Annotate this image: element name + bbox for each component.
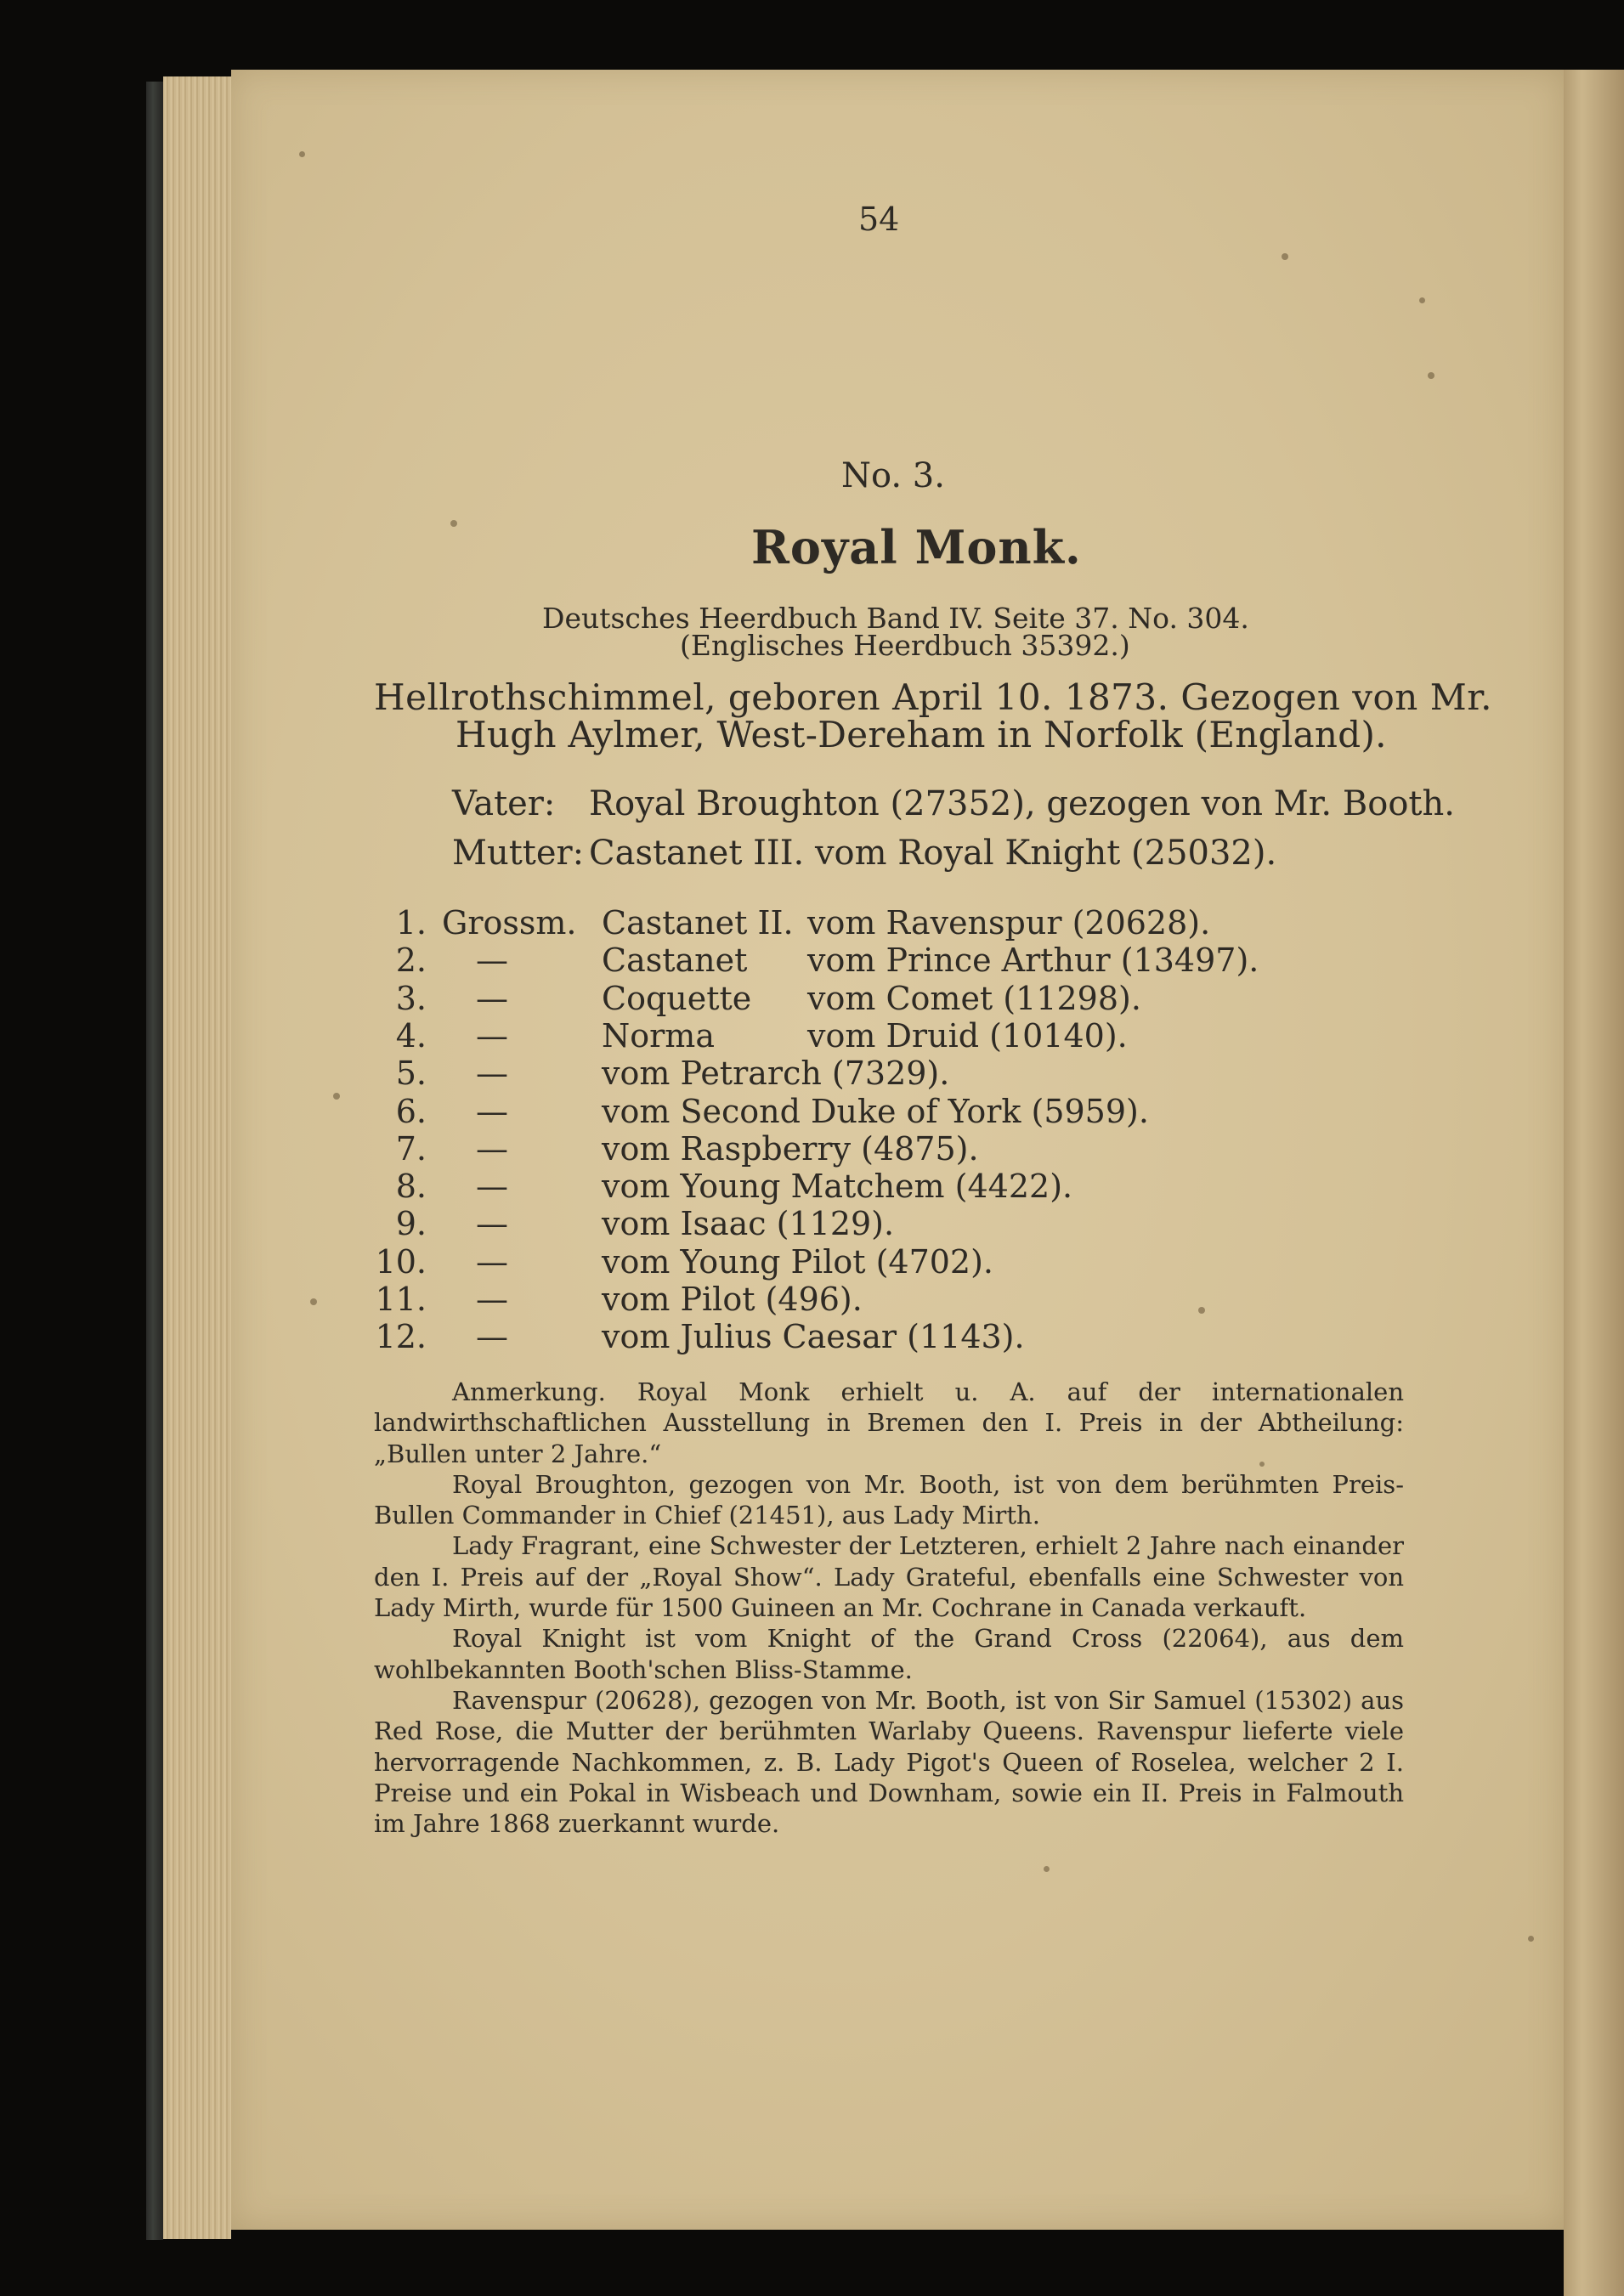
page-stack-edge — [163, 76, 231, 2239]
generation-number: 6. — [395, 1092, 427, 1130]
note-paragraph: Royal Broughton, gezogen von Mr. Booth, ist von dem berühmten Preis-Bullen Commander in Chief (21451), aus Lady Mirth. — [374, 1469, 1404, 1530]
herdbook-reference-line: Deutsches Heerdbuch Band IV. Seite 37. No. 304. — [542, 602, 1249, 635]
note-paragraph: Royal Knight ist vom Knight of the Grand Cross (22064), aus dem wohlbekannten Booth'schen Bliss-Stamme. — [374, 1624, 1404, 1684]
generation-number: 11. — [375, 1281, 427, 1318]
father-value: Royal Broughton (27352), gezogen von Mr. Booth. — [589, 784, 1455, 823]
generation-number: 7. — [395, 1129, 427, 1168]
paper-speck — [1419, 297, 1425, 303]
generation-number: 5. — [395, 1055, 427, 1093]
ancestor-sire: vom Raspberry (4875). — [602, 1129, 979, 1168]
generation-number: 8. — [395, 1168, 427, 1206]
ancestor-name: Castanet — [602, 942, 748, 980]
description-line: Hugh Aylmer, West-Dereham in Norfolk (England). — [456, 714, 1387, 755]
ancestor-name: Coquette — [602, 979, 752, 1017]
ancestor-sire: vom Young Pilot (4702). — [602, 1242, 994, 1281]
paper-speck — [299, 151, 305, 157]
father-label: Vater: — [452, 784, 556, 823]
ancestor-sire: vom Petrarch (7329). — [602, 1055, 950, 1093]
generation-label: Grossm. — [442, 904, 577, 942]
generation-label: — — [476, 1318, 508, 1356]
paper-speck — [310, 1298, 317, 1305]
generation-number: 10. — [375, 1242, 427, 1281]
mother-value: Castanet III. vom Royal Knight (25032). — [589, 834, 1277, 873]
note-paragraph: Ravenspur (20628), gezogen von Mr. Booth, ist von Sir Samuel (15302) aus Red Rose, die Mutter der berühmten Warlaby Queens. Ravenspur lieferte viele hervorragende Nachkommen, z. B. Lady Pigot's Queen of Roselea, welcher 2 I. Preise und ein Pokal in Wisbeach und Downham, sowie ein II. Preis in Falmouth im Jahre 1868 zuerkannt wurde. — [374, 1685, 1404, 1839]
generation-label: — — [476, 942, 508, 980]
generation-number: 9. — [395, 1205, 427, 1243]
ancestor-sire: vom Second Duke of York (5959). — [602, 1092, 1149, 1130]
generation-label: — — [476, 979, 508, 1017]
generation-label: — — [476, 1016, 508, 1055]
generation-label: — — [476, 1205, 508, 1243]
entry-title: Royal Monk. — [751, 520, 1082, 574]
paper-speck — [450, 520, 457, 527]
paper-speck — [1528, 1936, 1534, 1942]
note-paragraph: Lady Fragrant, eine Schwester der Letzteren, erhielt 2 Jahre nach einander den I. Preis auf der „Royal Show“. Lady Grateful, ebenfalls eine Schwester von Lady Mirth, wurde für 1500 Guineen an Mr. Cochrane in Canada verkauft. — [374, 1531, 1404, 1623]
generation-label: — — [476, 1092, 508, 1130]
ancestor-name: Norma — [602, 1016, 715, 1055]
generation-label: — — [476, 1129, 508, 1168]
generation-label: — — [476, 1055, 508, 1093]
paper-speck — [1198, 1307, 1205, 1314]
ancestor-name: Castanet II. — [602, 904, 794, 942]
entry-number: No. 3. — [841, 456, 945, 495]
ancestor-sire: vom Druid (10140). — [807, 1016, 1128, 1055]
mother-label: Mutter: — [452, 834, 585, 873]
ancestor-sire: vom Pilot (496). — [602, 1281, 863, 1318]
herdbook-reference-line: (Englisches Heerdbuch 35392.) — [680, 629, 1130, 662]
ancestor-sire: vom Ravenspur (20628). — [807, 904, 1211, 942]
generation-number: 3. — [395, 979, 427, 1017]
note-paragraph: Anmerkung. Royal Monk erhielt u. A. auf der internationalen landwirthschaftlichen Ausstellung in Bremen den I. Preis in der Abtheilung: „Bullen unter 2 Jahre.“ — [374, 1377, 1404, 1468]
ancestor-sire: vom Julius Caesar (1143). — [602, 1318, 1025, 1356]
ancestor-sire: vom Comet (11298). — [807, 979, 1141, 1017]
ancestor-sire: vom Isaac (1129). — [602, 1205, 895, 1243]
page-number: 54 — [858, 201, 900, 238]
ancestor-sire: vom Prince Arthur (13497). — [807, 942, 1259, 980]
generation-label: — — [476, 1281, 508, 1318]
ancestor-sire: vom Young Matchem (4422). — [602, 1168, 1073, 1206]
paper-speck — [1428, 372, 1434, 379]
book-spine — [146, 82, 163, 2240]
facing-page-edge — [1564, 70, 1624, 2296]
generation-number: 4. — [395, 1016, 427, 1055]
notes-section — [374, 1377, 1404, 1839]
generation-number: 2. — [395, 942, 427, 980]
paper-speck — [333, 1093, 340, 1100]
generation-number: 12. — [375, 1318, 427, 1356]
generation-label: — — [476, 1168, 508, 1206]
description-line: Hellrothschimmel, geboren April 10. 1873. Gezogen von Mr. — [374, 676, 1493, 718]
generation-number: 1. — [395, 904, 427, 942]
paper-speck — [1044, 1866, 1050, 1872]
paper-speck — [1282, 253, 1288, 260]
generation-label: — — [476, 1242, 508, 1281]
